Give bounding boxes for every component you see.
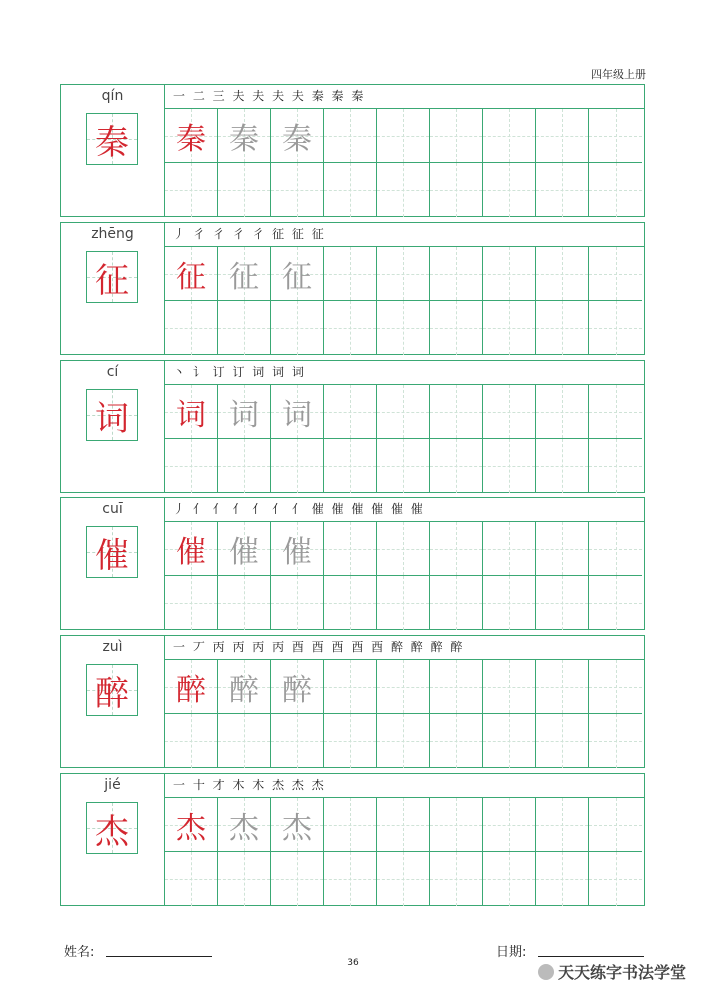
- grid-cell[interactable]: [271, 163, 324, 217]
- name-label: 姓名:: [64, 945, 95, 960]
- page-number: 36: [347, 958, 359, 968]
- grid-cell[interactable]: [430, 109, 483, 163]
- model-char-box: [86, 389, 138, 441]
- sample-char: 秦: [176, 121, 206, 157]
- grid-cell[interactable]: [483, 714, 536, 768]
- trace-char: 词: [229, 397, 259, 433]
- grid-cell[interactable]: [165, 247, 218, 301]
- grid-cell[interactable]: [483, 385, 536, 439]
- model-char: 催: [95, 535, 129, 576]
- grid-cell[interactable]: [536, 163, 589, 217]
- grade-label: 四年级上册: [591, 68, 646, 81]
- trace-char: 催: [229, 534, 259, 570]
- grid-cell[interactable]: [165, 798, 218, 852]
- model-column: [61, 85, 165, 216]
- grid-cell[interactable]: [165, 163, 218, 217]
- grid-cell[interactable]: [165, 522, 218, 576]
- grid-cell[interactable]: [483, 798, 536, 852]
- grid-cell[interactable]: [218, 576, 271, 630]
- grid-cell[interactable]: [218, 439, 271, 493]
- grid-cell[interactable]: [324, 385, 377, 439]
- grid-cell[interactable]: [377, 163, 430, 217]
- grid-cell[interactable]: [218, 798, 271, 852]
- grid-cell[interactable]: [536, 109, 589, 163]
- grid-cell[interactable]: [218, 109, 271, 163]
- grid-cell[interactable]: [430, 576, 483, 630]
- sample-char: 杰: [176, 810, 206, 846]
- grid-cell[interactable]: [377, 522, 430, 576]
- date-line: [538, 956, 644, 957]
- pinyin: cuī: [102, 501, 123, 517]
- grid-cell[interactable]: [589, 163, 642, 217]
- writing-grid: [165, 109, 644, 216]
- watermark-text: 天天练字书法学堂: [557, 963, 686, 982]
- trace-char: 催: [282, 534, 312, 570]
- grid-cell[interactable]: [218, 163, 271, 217]
- grid-cell[interactable]: [218, 301, 271, 355]
- stroke-order: 丿 彳 彳 彳 彳 征 征 征: [165, 223, 644, 247]
- grid-cell[interactable]: [377, 247, 430, 301]
- trace-char: 征: [282, 259, 312, 295]
- grid-cell[interactable]: [483, 109, 536, 163]
- char-block: [60, 497, 645, 630]
- grid-cell[interactable]: [377, 660, 430, 714]
- stroke-order: 一 丆 丙 丙 丙 丙 酉 酉 酉 酉 酉 醉 醉 醉 醉: [165, 636, 644, 660]
- pinyin: cí: [106, 364, 119, 380]
- writing-grid: [165, 522, 644, 629]
- grid-cell[interactable]: [536, 301, 589, 355]
- grid-cell[interactable]: [536, 798, 589, 852]
- grid-cell[interactable]: [271, 576, 324, 630]
- sample-char: 词: [176, 397, 206, 433]
- grid-cell[interactable]: [165, 109, 218, 163]
- grid-cell[interactable]: [324, 714, 377, 768]
- grid-cell[interactable]: [271, 522, 324, 576]
- char-block: [60, 84, 645, 217]
- grid-cell[interactable]: [271, 660, 324, 714]
- grid-cell[interactable]: [324, 439, 377, 493]
- grid-cell[interactable]: [271, 247, 324, 301]
- grid-cell[interactable]: [377, 798, 430, 852]
- grid-cell[interactable]: [430, 852, 483, 906]
- grid-cell[interactable]: [430, 163, 483, 217]
- grid-cell[interactable]: [589, 522, 642, 576]
- grid-cell[interactable]: [324, 301, 377, 355]
- model-column: [61, 361, 165, 492]
- writing-grid: [165, 798, 644, 905]
- grid-cell[interactable]: [218, 660, 271, 714]
- grid-cell[interactable]: [536, 660, 589, 714]
- grid-cell[interactable]: [589, 852, 642, 906]
- grid-cell[interactable]: [536, 522, 589, 576]
- model-char-box: [86, 113, 138, 165]
- grid-cell[interactable]: [165, 439, 218, 493]
- model-char: 秦: [95, 122, 129, 163]
- grid-cell[interactable]: [589, 385, 642, 439]
- grid-cell[interactable]: [218, 852, 271, 906]
- sample-char: 征: [176, 259, 206, 295]
- grid-cell[interactable]: [218, 385, 271, 439]
- grid-cell[interactable]: [589, 576, 642, 630]
- pinyin: qín: [101, 88, 124, 104]
- writing-grid: [165, 247, 644, 354]
- grid-cell[interactable]: [218, 247, 271, 301]
- trace-char: 杰: [229, 810, 259, 846]
- grid-cell[interactable]: [430, 714, 483, 768]
- grid-cell[interactable]: [324, 660, 377, 714]
- writing-grid: [165, 660, 644, 767]
- model-char: 征: [95, 260, 129, 301]
- grid-cell[interactable]: [589, 109, 642, 163]
- grid-cell[interactable]: [271, 109, 324, 163]
- grid-cell[interactable]: [324, 163, 377, 217]
- stroke-order: 一 十 才 木 木 杰 杰 杰: [165, 774, 644, 798]
- stroke-order: 丶 讠 订 订 词 词 词: [165, 361, 644, 385]
- pinyin: zuì: [102, 639, 123, 655]
- trace-char: 醉: [282, 672, 312, 708]
- grid-cell[interactable]: [589, 660, 642, 714]
- grid-cell[interactable]: [536, 247, 589, 301]
- grid-cell[interactable]: [589, 798, 642, 852]
- trace-char: 秦: [282, 121, 312, 157]
- watermark: [538, 960, 686, 983]
- name-line: [106, 956, 212, 957]
- trace-char: 词: [282, 397, 312, 433]
- grid-cell[interactable]: [536, 385, 589, 439]
- grid-cell[interactable]: [271, 852, 324, 906]
- grid-cell[interactable]: [377, 109, 430, 163]
- model-column: [61, 636, 165, 767]
- grid-cell[interactable]: [536, 576, 589, 630]
- grid-cell[interactable]: [271, 439, 324, 493]
- grid-cell[interactable]: [165, 301, 218, 355]
- grid-cell[interactable]: [324, 109, 377, 163]
- char-block: [60, 773, 645, 906]
- grid-cell[interactable]: [165, 852, 218, 906]
- trace-char: 杰: [282, 810, 312, 846]
- model-char-box: [86, 251, 138, 303]
- grid-cell[interactable]: [324, 576, 377, 630]
- grid-cell[interactable]: [536, 852, 589, 906]
- grid-cell[interactable]: [324, 522, 377, 576]
- grid-cell[interactable]: [377, 852, 430, 906]
- grid-cell[interactable]: [483, 301, 536, 355]
- grid-cell[interactable]: [430, 385, 483, 439]
- wechat-icon: [538, 964, 554, 980]
- grid-cell[interactable]: [589, 714, 642, 768]
- sample-char: 醉: [176, 672, 206, 708]
- model-char: 词: [95, 398, 129, 439]
- grid-cell[interactable]: [483, 660, 536, 714]
- writing-grid: [165, 385, 644, 492]
- grid-cell[interactable]: [165, 576, 218, 630]
- model-char: 杰: [95, 811, 129, 852]
- grid-cell[interactable]: [271, 385, 324, 439]
- pinyin: jié: [104, 777, 121, 793]
- grid-cell[interactable]: [430, 247, 483, 301]
- grid-cell[interactable]: [483, 576, 536, 630]
- grid-cell[interactable]: [377, 439, 430, 493]
- grid-cell[interactable]: [324, 798, 377, 852]
- stroke-order: 一 二 三 夫 夫 夫 夫 秦 秦 秦: [165, 85, 644, 109]
- model-char-box: [86, 802, 138, 854]
- trace-char: 征: [229, 259, 259, 295]
- model-char: 醉: [95, 673, 129, 714]
- model-column: [61, 774, 165, 905]
- pinyin: zhēng: [91, 226, 134, 242]
- grid-cell[interactable]: [165, 660, 218, 714]
- grid-cell[interactable]: [589, 247, 642, 301]
- grid-cell[interactable]: [430, 522, 483, 576]
- model-char-box: [86, 526, 138, 578]
- grid-cell[interactable]: [430, 798, 483, 852]
- model-column: [61, 498, 165, 629]
- grid-cell[interactable]: [483, 439, 536, 493]
- grid-cell[interactable]: [271, 301, 324, 355]
- grid-cell[interactable]: [218, 714, 271, 768]
- grid-cell[interactable]: [536, 714, 589, 768]
- grid-cell[interactable]: [589, 301, 642, 355]
- trace-char: 醉: [229, 672, 259, 708]
- grid-cell[interactable]: [377, 576, 430, 630]
- grid-cell[interactable]: [430, 301, 483, 355]
- sample-char: 催: [176, 534, 206, 570]
- char-block: [60, 360, 645, 493]
- grid-cell[interactable]: [377, 714, 430, 768]
- grid-cell[interactable]: [324, 247, 377, 301]
- char-block: [60, 222, 645, 355]
- grid-cell[interactable]: [165, 714, 218, 768]
- grid-cell[interactable]: [589, 439, 642, 493]
- date-label: 日期:: [496, 945, 527, 960]
- stroke-order: 丿 亻 亻 亻 亻 亻 亻 催 催 催 催 催 催: [165, 498, 644, 522]
- grid-cell[interactable]: [165, 385, 218, 439]
- grid-cell[interactable]: [271, 714, 324, 768]
- model-char-box: [86, 664, 138, 716]
- grid-cell[interactable]: [483, 163, 536, 217]
- grid-cell[interactable]: [324, 852, 377, 906]
- trace-char: 秦: [229, 121, 259, 157]
- grid-cell[interactable]: [377, 385, 430, 439]
- grid-cell[interactable]: [483, 247, 536, 301]
- grid-cell[interactable]: [430, 439, 483, 493]
- grid-cell[interactable]: [218, 522, 271, 576]
- grid-cell[interactable]: [377, 301, 430, 355]
- grid-cell[interactable]: [483, 522, 536, 576]
- grid-cell[interactable]: [271, 798, 324, 852]
- grid-cell[interactable]: [536, 439, 589, 493]
- char-block: [60, 635, 645, 768]
- model-column: [61, 223, 165, 354]
- grid-cell[interactable]: [430, 660, 483, 714]
- grid-cell[interactable]: [483, 852, 536, 906]
